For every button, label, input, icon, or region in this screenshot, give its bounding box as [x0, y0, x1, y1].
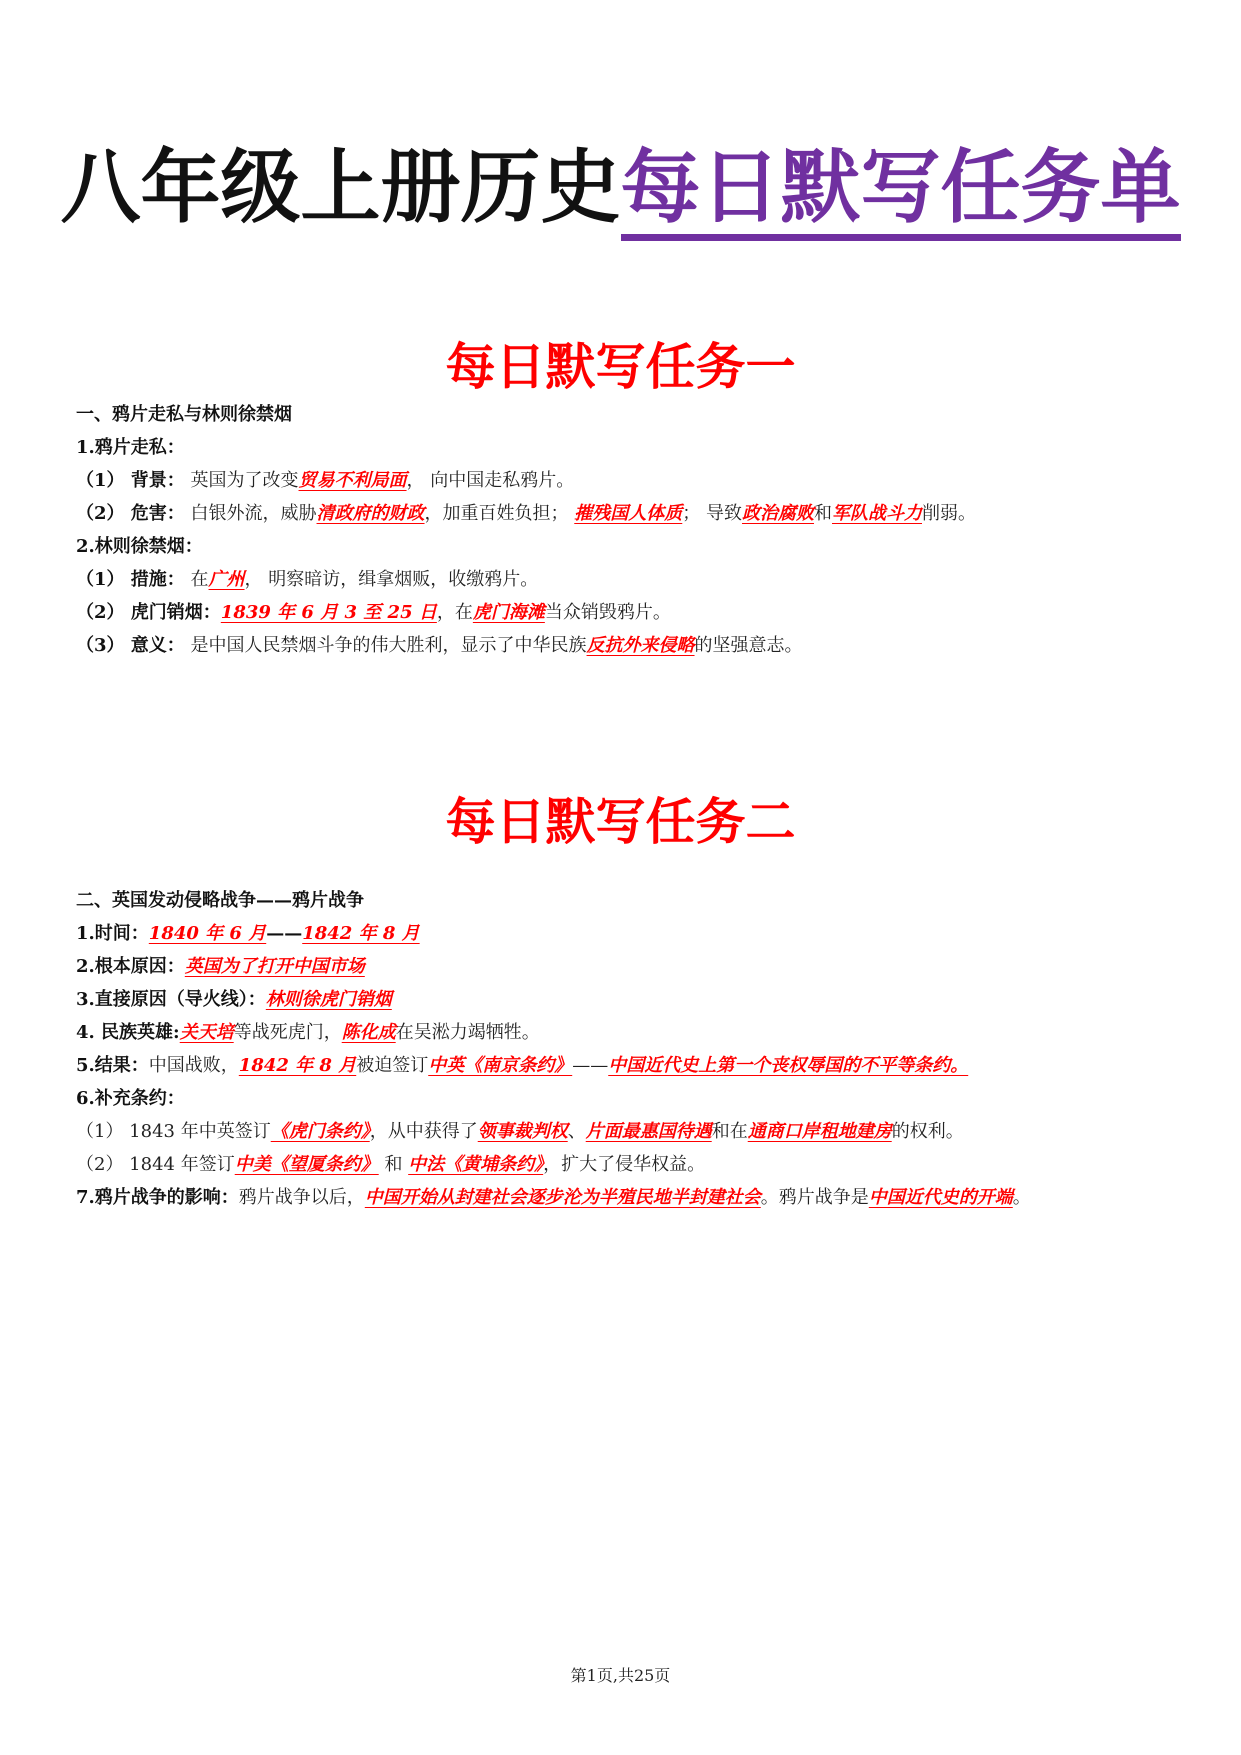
ban-humen: （2） 虎门销烟：1839 年 6 月 3 至 25 日，在虎门海滩当众销毁鸦片。	[76, 602, 671, 623]
task1-heading: 每日默写任务一	[445, 338, 796, 396]
task1-section	[76, 398, 1168, 662]
title-black: 八年级上册历史	[60, 141, 621, 234]
ban-measures: （1） 措施： 在广州， 明察暗访，缉拿烟贩，收缴鸦片。	[76, 569, 539, 590]
war-direct-cause: 3.直接原因（导火线）：林则徐虎门销烟	[76, 989, 392, 1010]
page-number: 第1页,共25页	[570, 1666, 671, 1685]
supplementary-1843: （1） 1843 年中英签订《虎门条约》，从中获得了领事裁判权、片面最惠国待遇和在通商口岸租地建房的权利。	[76, 1121, 964, 1142]
supplementary-label: 6.补充条约：	[76, 1088, 185, 1109]
page-title	[0, 138, 1241, 238]
war-root-cause: 2.根本原因：英国为了打开中国市场	[76, 956, 365, 977]
ban-label: 2.林则徐禁烟：	[76, 536, 203, 557]
smuggling-harm: （2） 危害： 白银外流，威胁清政府的财政，加重百姓负担； 摧残国人体质； 导致政治腐败和军队战斗力削弱。	[76, 503, 976, 524]
task2-section-title: 二、英国发动侵略战争——鸦片战争	[76, 890, 364, 911]
supplementary-1844: （2） 1844 年签订中美《望厦条约》 和 中法《黄埔条约》，扩大了侵华权益。	[76, 1154, 706, 1175]
ban-significance: （3） 意义： 是中国人民禁烟斗争的伟大胜利，显示了中华民族反抗外来侵略的坚强意志。	[76, 635, 803, 656]
task2-section	[76, 884, 1168, 1214]
war-heroes: 4. 民族英雄:关天培等战死虎门，陈化成在吴淞力竭牺牲。	[76, 1022, 540, 1043]
smuggling-label: 1.鸦片走私：	[76, 437, 185, 458]
war-time: 1.时间：1840 年 6 月——1842 年 8 月	[76, 923, 420, 944]
task1-section-title: 一、鸦片走私与林则徐禁烟	[76, 404, 292, 425]
war-result: 5.结果：中国战败，1842 年 8 月被迫签订中英《南京条约》——中国近代史上第一个丧权辱国的不平等条约。	[76, 1055, 969, 1076]
title-purple: 每日默写任务单	[621, 141, 1181, 241]
smuggling-background: （1） 背景： 英国为了改变贸易不利局面， 向中国走私鸦片。	[76, 470, 575, 491]
war-impact: 7.鸦片战争的影响：鸦片战争以后，中国开始从封建社会逐步沦为半殖民地半封建社会。鸦片战争是中国近代史的开端。	[76, 1187, 1031, 1208]
task2-heading: 每日默写任务二	[445, 793, 796, 851]
